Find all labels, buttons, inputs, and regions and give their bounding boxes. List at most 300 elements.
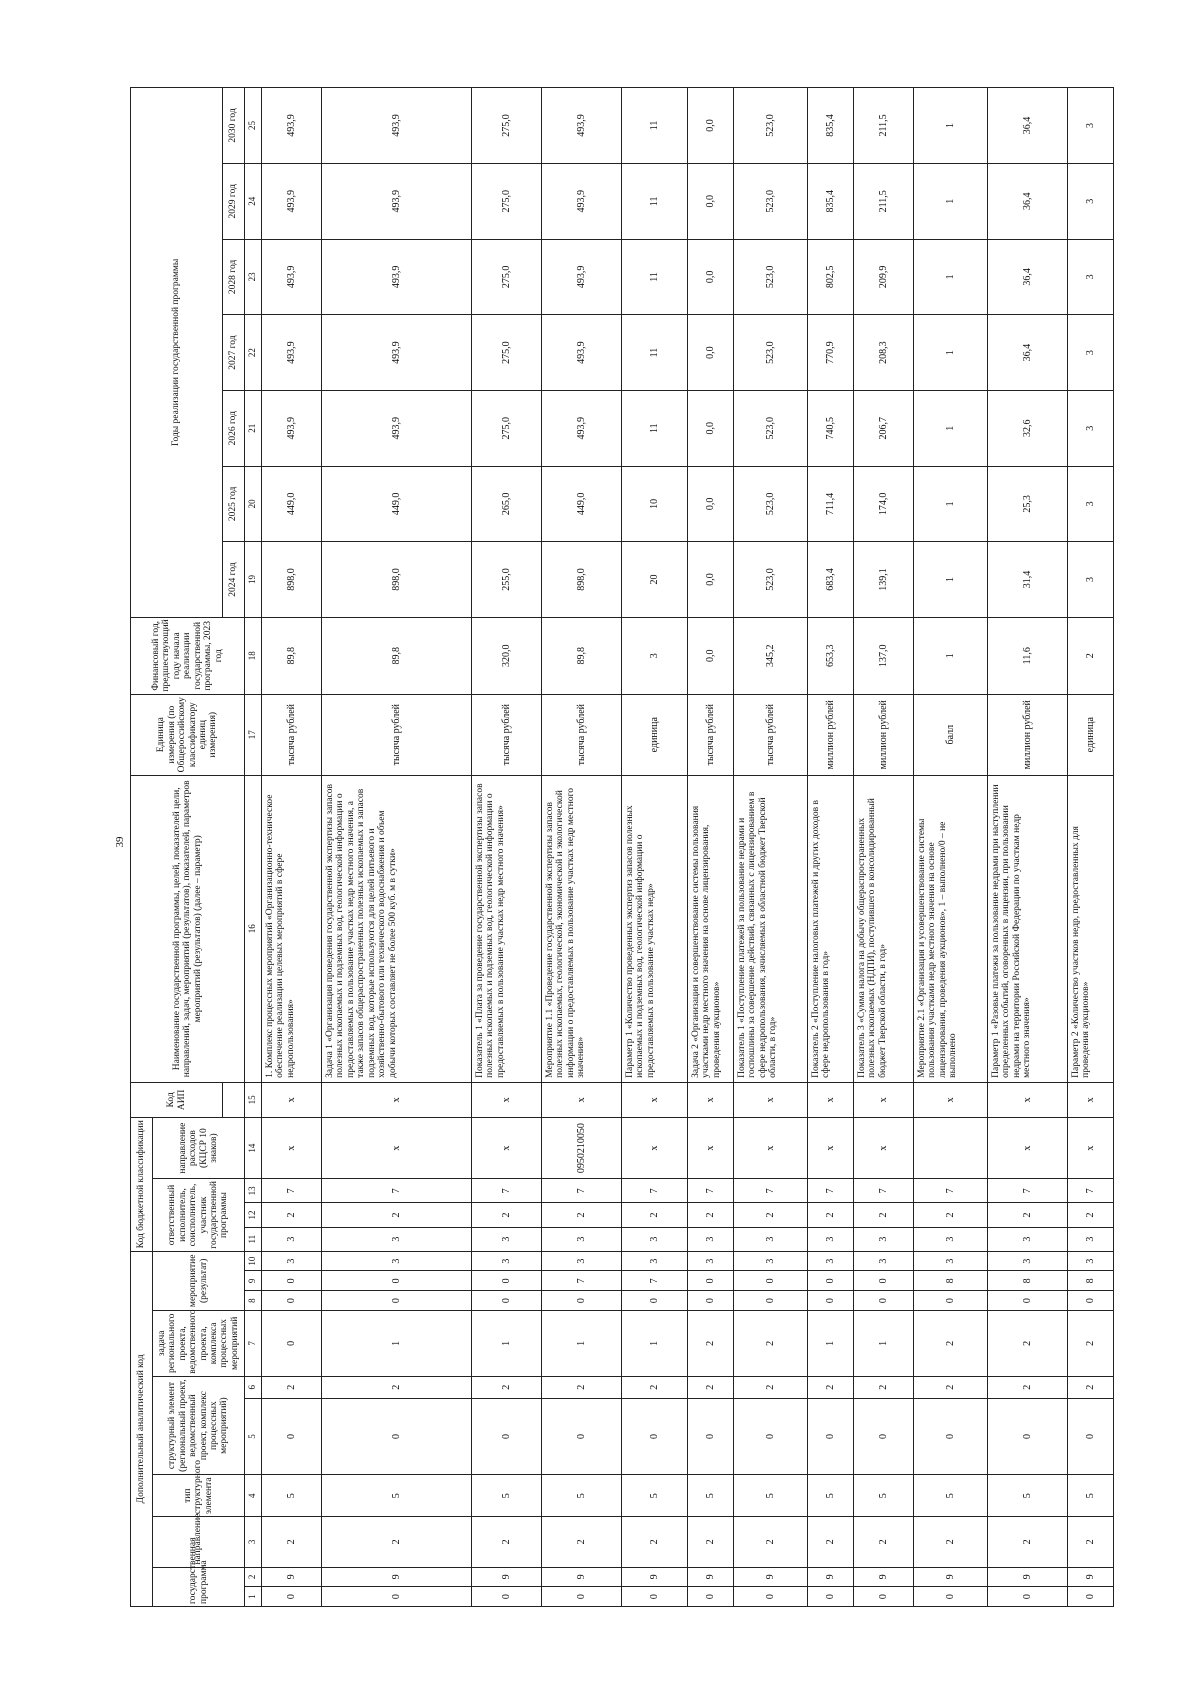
col-number: 16 — [245, 775, 262, 1082]
code-cell: 0 — [808, 1291, 854, 1311]
table-row — [622, 88, 688, 1607]
year-value: 11 — [622, 239, 688, 315]
col-number: 20 — [245, 466, 262, 542]
col-number: 10 — [245, 1251, 262, 1271]
header-event: мероприятие (результат) — [153, 1251, 245, 1310]
year-value: 740,5 — [808, 390, 854, 466]
year-value: 32,6 — [988, 390, 1068, 466]
year-value: 211,5 — [854, 88, 914, 164]
col-number: 15 — [245, 1082, 262, 1117]
code-cell: 1 — [808, 1310, 854, 1376]
year-value: 523,0 — [734, 163, 808, 239]
year-value: 523,0 — [734, 542, 808, 618]
year-value: 493,9 — [542, 88, 622, 164]
code-cell: 1 — [622, 1310, 688, 1376]
col-number: 8 — [245, 1291, 262, 1311]
name-cell: Параметр 1 «Количество проведенных экспертиз запасов полезных ископаемых и подземных вод, геологической информации о предоставляемых в пользование участках недр» — [622, 775, 688, 1082]
year-value: 174,0 — [854, 466, 914, 542]
kbk-code-cell: 2 — [262, 1203, 322, 1227]
header-gp: государственная программа — [153, 1567, 245, 1606]
code-cell: 3 — [542, 1251, 622, 1271]
col-number: 1 — [245, 1587, 262, 1607]
code-cell: 2 — [322, 1376, 472, 1398]
year-value: 275,0 — [472, 239, 542, 315]
code-cell: 0 — [854, 1587, 914, 1607]
code-cell: 2 — [322, 1517, 472, 1567]
year-value: 493,9 — [322, 88, 472, 164]
code-cell: 2 — [734, 1517, 808, 1567]
code-cell: 5 — [622, 1475, 688, 1517]
year-value: 493,9 — [322, 239, 472, 315]
code-cell: 2 — [1068, 1310, 1114, 1376]
year-value: 493,9 — [262, 88, 322, 164]
year-value: 36,4 — [988, 315, 1068, 391]
year-value: 523,0 — [734, 315, 808, 391]
code-cell: 0 — [988, 1587, 1068, 1607]
code-cell: 2 — [914, 1376, 988, 1398]
code-cell: 5 — [988, 1475, 1068, 1517]
year-value: 275,0 — [472, 88, 542, 164]
name-cell: Задача 2 «Организация и совершенствование системы пользования участками недр местного значения на основе лицензирования, проведения аукционов» — [688, 775, 734, 1082]
code-cell: 0 — [622, 1398, 688, 1475]
kbk-code-cell: 3 — [688, 1227, 734, 1251]
kbk-code-cell: 3 — [914, 1227, 988, 1251]
unit-cell: единица — [1068, 694, 1114, 775]
expense-cell: 0950210050 — [542, 1117, 622, 1178]
rotated-table-wrapper — [130, 87, 1096, 1607]
code-cell: 0 — [542, 1587, 622, 1607]
code-cell: 0 — [542, 1398, 622, 1475]
code-cell: 9 — [542, 1567, 622, 1587]
kbk-code-cell: 2 — [988, 1203, 1068, 1227]
kbk-code-cell: 3 — [472, 1227, 542, 1251]
code-cell: 2 — [854, 1517, 914, 1567]
code-cell: 2 — [1068, 1517, 1114, 1567]
year-value: 1 — [914, 542, 988, 618]
code-cell: 0 — [262, 1587, 322, 1607]
code-cell: 2 — [622, 1376, 688, 1398]
code-cell: 0 — [262, 1310, 322, 1376]
year-value: 1 — [914, 163, 988, 239]
code-cell: 2 — [542, 1376, 622, 1398]
year-value: 493,9 — [322, 390, 472, 466]
code-cell: 5 — [542, 1475, 622, 1517]
code-cell: 9 — [734, 1567, 808, 1587]
code-cell: 0 — [322, 1271, 472, 1291]
code-cell: 3 — [808, 1251, 854, 1271]
expense-cell: х — [688, 1117, 734, 1178]
col-number: 14 — [245, 1117, 262, 1178]
col-number: 13 — [245, 1179, 262, 1203]
col-number: 22 — [245, 315, 262, 391]
year-value: 265,0 — [472, 466, 542, 542]
kbk-code-cell: 2 — [622, 1203, 688, 1227]
col-number: 9 — [245, 1271, 262, 1291]
year-value: 36,4 — [988, 163, 1068, 239]
kbk-code-cell: 2 — [322, 1203, 472, 1227]
kbk-code-cell: 7 — [854, 1179, 914, 1203]
code-cell: 0 — [322, 1398, 472, 1475]
col-number: 11 — [245, 1227, 262, 1251]
code-cell: 2 — [914, 1310, 988, 1376]
year-value: 493,9 — [542, 163, 622, 239]
code-cell: 9 — [472, 1567, 542, 1587]
year-value: 3 — [1068, 466, 1114, 542]
code-cell: 0 — [988, 1398, 1068, 1475]
kbk-code-cell: 7 — [688, 1179, 734, 1203]
year-value: 0,0 — [688, 466, 734, 542]
code-cell: 0 — [734, 1587, 808, 1607]
unit-cell: тысяча рублей — [322, 694, 472, 775]
kbk-code-cell: 7 — [988, 1179, 1068, 1203]
year-value: 208,3 — [854, 315, 914, 391]
code-cell: 2 — [1068, 1376, 1114, 1398]
code-cell: 0 — [262, 1291, 322, 1311]
year-value: 493,9 — [542, 390, 622, 466]
code-cell: 1 — [854, 1310, 914, 1376]
col-number: 24 — [245, 163, 262, 239]
code-cell: 2 — [854, 1376, 914, 1398]
base-year-value: 653,3 — [808, 617, 854, 694]
expense-cell — [914, 1117, 988, 1178]
header-aip: Код АИП — [131, 1082, 223, 1117]
kbk-code-cell: 7 — [472, 1179, 542, 1203]
name-cell: Задача 1 «Организация проведения государственной экспертизы запасов полезных ископаемых и подземных вод, геологической информации о предоставляемых в пользование участках недр местного значения, а также запасов общераспространенных полезных ископаемых и запасов подземных вод, которые используются для целей питьевого и хозяйственно-бытового или технического водоснабжения и объем добычи которых составляет не более 500 куб. м в сутки» — [322, 775, 472, 1082]
year-value: 3 — [1068, 315, 1114, 391]
year-value: 898,0 — [542, 542, 622, 618]
code-cell: 0 — [262, 1398, 322, 1475]
unit-cell: тысяча рублей — [734, 694, 808, 775]
code-cell: 8 — [1068, 1271, 1114, 1291]
year-value: 1 — [914, 466, 988, 542]
aip-cell: х — [688, 1082, 734, 1117]
year-value: 31,4 — [988, 542, 1068, 618]
kbk-code-cell: 7 — [322, 1179, 472, 1203]
year-value: 20 — [622, 542, 688, 618]
year-value: 3 — [1068, 239, 1114, 315]
code-cell: 3 — [854, 1251, 914, 1271]
code-cell: 9 — [988, 1567, 1068, 1587]
code-cell: 2 — [262, 1376, 322, 1398]
header-years-group: Годы реализации государственной программы — [131, 88, 223, 618]
aip-cell: х — [1068, 1082, 1114, 1117]
header-year: 2024 год — [223, 542, 245, 618]
aip-cell: х — [542, 1082, 622, 1117]
kbk-code-cell: 7 — [914, 1179, 988, 1203]
year-value: 711,4 — [808, 466, 854, 542]
year-value: 835,4 — [808, 163, 854, 239]
year-value: 0,0 — [688, 390, 734, 466]
year-value: 449,0 — [322, 466, 472, 542]
code-cell: 0 — [472, 1291, 542, 1311]
kbk-code-cell: 2 — [734, 1203, 808, 1227]
kbk-code-cell: 3 — [808, 1227, 854, 1251]
aip-cell: х — [914, 1082, 988, 1117]
expense-cell: х — [622, 1117, 688, 1178]
year-value: 209,9 — [854, 239, 914, 315]
code-cell: 5 — [472, 1475, 542, 1517]
expense-cell: х — [734, 1117, 808, 1178]
year-value: 523,0 — [734, 239, 808, 315]
name-cell: 1. Комплекс процессных мероприятий «Организационно-техническое обеспечение реализации целевых мероприятий в сфере недропользования» — [262, 775, 322, 1082]
kbk-code-cell: 7 — [1068, 1179, 1114, 1203]
code-cell: 5 — [808, 1475, 854, 1517]
unit-cell: балл — [914, 694, 988, 775]
table-row — [988, 88, 1068, 1607]
col-number: 23 — [245, 239, 262, 315]
kbk-code-cell: 3 — [262, 1227, 322, 1251]
year-value: 206,7 — [854, 390, 914, 466]
code-cell: 9 — [854, 1567, 914, 1587]
aip-cell: х — [808, 1082, 854, 1117]
code-cell: 0 — [262, 1271, 322, 1291]
aip-cell: х — [734, 1082, 808, 1117]
col-number: 4 — [245, 1475, 262, 1517]
header-year: 2028 год — [223, 239, 245, 315]
code-cell: 9 — [808, 1567, 854, 1587]
unit-cell: миллион рублей — [988, 694, 1068, 775]
year-value: 802,5 — [808, 239, 854, 315]
year-value: 3 — [1068, 542, 1114, 618]
year-value: 493,9 — [322, 315, 472, 391]
kbk-code-cell: 3 — [854, 1227, 914, 1251]
code-cell: 0 — [1068, 1291, 1114, 1311]
code-cell: 3 — [988, 1251, 1068, 1271]
aip-cell: х — [854, 1082, 914, 1117]
base-year-value: 89,8 — [542, 617, 622, 694]
year-value: 0,0 — [688, 239, 734, 315]
year-value: 10 — [622, 466, 688, 542]
name-cell: Показатель 1 «Плата за проведение государственной экспертизы запасов полезных ископаемых и подземных вод, геологической информации о предоставляемых в пользование участках недр местного значения» — [472, 775, 542, 1082]
table-row — [914, 88, 988, 1607]
kbk-code-cell: 7 — [622, 1179, 688, 1203]
table-row — [688, 88, 734, 1607]
year-value: 493,9 — [262, 390, 322, 466]
code-cell: 3 — [322, 1251, 472, 1271]
kbk-code-cell: 7 — [734, 1179, 808, 1203]
header-expense: направление расходов (КЦСР 10 знаков) — [153, 1117, 245, 1178]
year-value: 523,0 — [734, 88, 808, 164]
unit-cell: миллион рублей — [854, 694, 914, 775]
expense-cell: х — [1068, 1117, 1114, 1178]
code-cell: 2 — [988, 1376, 1068, 1398]
code-cell: 0 — [542, 1291, 622, 1311]
year-value: 770,9 — [808, 315, 854, 391]
code-cell: 2 — [622, 1517, 688, 1567]
year-value: 493,9 — [262, 239, 322, 315]
base-year-value: 137,0 — [854, 617, 914, 694]
header-year: 2026 год — [223, 390, 245, 466]
header-struct-type: тип структурного элемента — [153, 1475, 245, 1517]
year-value: 523,0 — [734, 390, 808, 466]
code-cell: 3 — [914, 1251, 988, 1271]
unit-cell: миллион рублей — [808, 694, 854, 775]
code-cell: 3 — [262, 1251, 322, 1271]
code-cell: 2 — [734, 1310, 808, 1376]
unit-cell: единица — [622, 694, 688, 775]
code-cell: 0 — [472, 1398, 542, 1475]
code-cell: 5 — [854, 1475, 914, 1517]
year-value: 835,4 — [808, 88, 854, 164]
page-number: 39 — [114, 836, 126, 848]
col-number: 21 — [245, 390, 262, 466]
year-value: 523,0 — [734, 466, 808, 542]
table-row — [1068, 88, 1114, 1607]
year-value: 275,0 — [472, 315, 542, 391]
year-value: 25,3 — [988, 466, 1068, 542]
code-cell: 9 — [322, 1567, 472, 1587]
code-cell: 0 — [1068, 1587, 1114, 1607]
kbk-code-cell: 2 — [808, 1203, 854, 1227]
expense-cell: х — [262, 1117, 322, 1178]
unit-cell: тысяча рублей — [472, 694, 542, 775]
year-value: 11 — [622, 88, 688, 164]
aip-cell: х — [988, 1082, 1068, 1117]
expense-cell: х — [808, 1117, 854, 1178]
program-table — [130, 87, 1114, 1607]
header-year: 2025 год — [223, 466, 245, 542]
code-cell: 2 — [262, 1517, 322, 1567]
aip-cell: х — [472, 1082, 542, 1117]
base-year-value: 89,8 — [322, 617, 472, 694]
header-year: 2029 год — [223, 163, 245, 239]
year-value: 275,0 — [472, 390, 542, 466]
expense-cell: х — [988, 1117, 1068, 1178]
code-cell: 7 — [542, 1271, 622, 1291]
code-cell: 2 — [472, 1376, 542, 1398]
table-body — [262, 88, 1114, 1607]
code-cell: 0 — [472, 1587, 542, 1607]
code-cell: 0 — [1068, 1398, 1114, 1475]
year-value: 493,9 — [262, 315, 322, 391]
expense-cell: х — [854, 1117, 914, 1178]
table-row — [262, 88, 322, 1607]
name-cell: Мероприятие 1.1 «Проведение государственной экспертизы запасов полезных ископаемых, геологической, экономической и экологической информации о предоставляемых в пользование участках недр местного значения» — [542, 775, 622, 1082]
code-cell: 8 — [988, 1271, 1068, 1291]
code-cell: 9 — [688, 1567, 734, 1587]
header-task: задача регионального проекта, ведомственного проекта, комплекса процессных мероприятий — [153, 1310, 245, 1376]
base-year-value: 3 — [622, 617, 688, 694]
code-cell: 0 — [914, 1291, 988, 1311]
col-number: 5 — [245, 1398, 262, 1475]
aip-cell: х — [262, 1082, 322, 1117]
kbk-code-cell: 7 — [808, 1179, 854, 1203]
kbk-code-cell: 3 — [1068, 1227, 1114, 1251]
code-cell: 8 — [914, 1271, 988, 1291]
code-cell: 5 — [322, 1475, 472, 1517]
code-cell: 2 — [808, 1376, 854, 1398]
year-value: 1 — [914, 239, 988, 315]
code-cell: 0 — [988, 1291, 1068, 1311]
code-cell: 9 — [622, 1567, 688, 1587]
base-year-value: 89,8 — [262, 617, 322, 694]
col-number: 7 — [245, 1310, 262, 1376]
year-value: 493,9 — [542, 239, 622, 315]
year-value: 898,0 — [322, 542, 472, 618]
table-row — [808, 88, 854, 1607]
year-value: 1 — [914, 390, 988, 466]
code-cell: 5 — [914, 1475, 988, 1517]
year-value: 493,9 — [542, 315, 622, 391]
code-cell: 1 — [472, 1310, 542, 1376]
col-number: 2 — [245, 1567, 262, 1587]
code-cell: 0 — [734, 1291, 808, 1311]
header-year: 2027 год — [223, 315, 245, 391]
col-number: 18 — [245, 617, 262, 694]
header-direction: направление — [153, 1517, 245, 1567]
header-kbk: Код бюджетной классификации — [131, 1117, 153, 1251]
kbk-code-cell: 2 — [854, 1203, 914, 1227]
kbk-code-cell: 7 — [542, 1179, 622, 1203]
header-struct-elem: структурный элемент (региональный проект, ведомственный проект, комплекс процессных мероприятий) — [153, 1376, 245, 1475]
year-value: 449,0 — [542, 466, 622, 542]
code-cell: 0 — [622, 1291, 688, 1311]
code-cell: 5 — [262, 1475, 322, 1517]
aip-cell: х — [622, 1082, 688, 1117]
unit-cell: тысяча рублей — [542, 694, 622, 775]
year-value: 139,1 — [854, 542, 914, 618]
year-value: 3 — [1068, 88, 1114, 164]
year-value: 11 — [622, 315, 688, 391]
code-cell: 0 — [688, 1587, 734, 1607]
kbk-code-cell: 2 — [542, 1203, 622, 1227]
code-cell: 2 — [688, 1376, 734, 1398]
col-number: 19 — [245, 542, 262, 618]
year-value: 449,0 — [262, 466, 322, 542]
header-base-year: Финансовый год, предшествующий году начала реализации государственной программы, 2023 год — [131, 617, 245, 694]
code-cell: 0 — [854, 1291, 914, 1311]
code-cell: 0 — [854, 1398, 914, 1475]
year-value: 898,0 — [262, 542, 322, 618]
code-cell: 0 — [688, 1291, 734, 1311]
code-cell: 9 — [262, 1567, 322, 1587]
code-cell: 0 — [808, 1271, 854, 1291]
year-value: 493,9 — [262, 163, 322, 239]
code-cell: 2 — [808, 1517, 854, 1567]
year-value: 36,4 — [988, 239, 1068, 315]
kbk-code-cell: 3 — [322, 1227, 472, 1251]
year-value: 493,9 — [322, 163, 472, 239]
code-cell: 0 — [808, 1587, 854, 1607]
code-cell: 3 — [472, 1251, 542, 1271]
year-value: 36,4 — [988, 88, 1068, 164]
kbk-code-cell: 2 — [914, 1203, 988, 1227]
code-cell: 0 — [622, 1587, 688, 1607]
table-row — [542, 88, 622, 1607]
kbk-code-cell: 2 — [1068, 1203, 1114, 1227]
table-row — [472, 88, 542, 1607]
code-cell: 1 — [542, 1310, 622, 1376]
kbk-code-cell: 3 — [734, 1227, 808, 1251]
year-value: 211,5 — [854, 163, 914, 239]
code-cell: 3 — [622, 1251, 688, 1271]
code-cell: 9 — [914, 1567, 988, 1587]
code-cell: 9 — [1068, 1567, 1114, 1587]
expense-cell: х — [322, 1117, 472, 1178]
col-number: 12 — [245, 1203, 262, 1227]
col-number: 17 — [245, 694, 262, 775]
code-cell: 0 — [734, 1398, 808, 1475]
kbk-code-cell: 2 — [688, 1203, 734, 1227]
code-cell: 3 — [688, 1251, 734, 1271]
base-year-value: 345,2 — [734, 617, 808, 694]
header-name: Наименование государственной программы, целей, показателей цели, направлений, задач, мероприятий (результатов), показателей, параметров мероприятий (результатов) (далее – параметр) — [131, 775, 245, 1082]
base-year-value: 0,0 — [688, 617, 734, 694]
code-cell: 0 — [854, 1271, 914, 1291]
code-cell: 3 — [1068, 1251, 1114, 1271]
code-cell: 7 — [622, 1271, 688, 1291]
code-cell: 2 — [472, 1517, 542, 1567]
